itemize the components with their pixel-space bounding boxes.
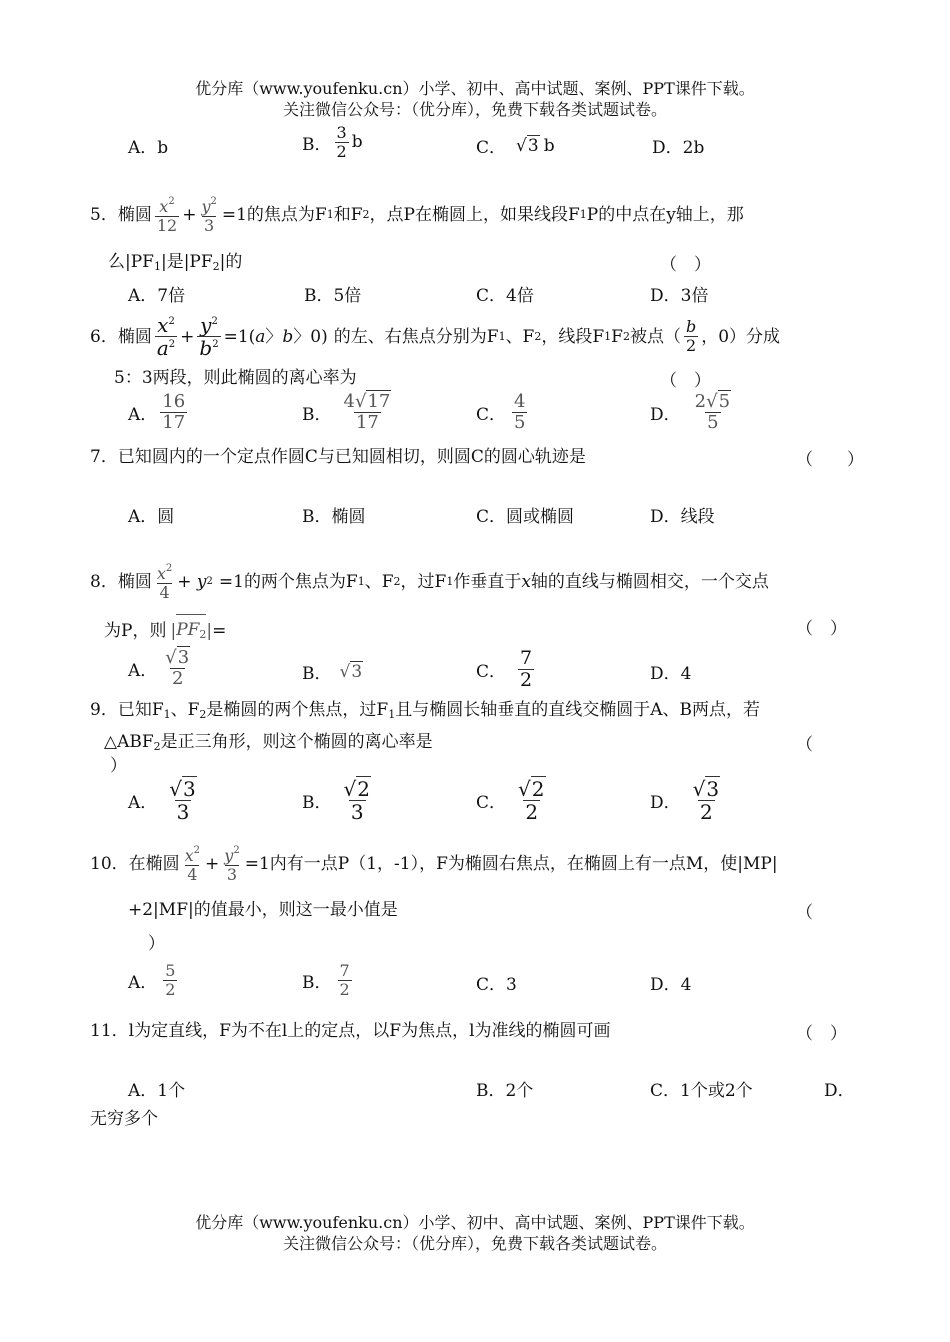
exp: 2 xyxy=(206,576,213,588)
den: 3 xyxy=(176,800,190,824)
label: B． xyxy=(302,664,332,684)
suffix: b xyxy=(351,132,363,153)
label: B． xyxy=(302,793,332,813)
q10-option-a xyxy=(128,962,180,998)
q7-line-1: 7．已知圆内的一个定点作圆C与已知圆相切，则圆C的圆心轨迹是 xyxy=(90,447,586,467)
t: 被点（ xyxy=(629,326,681,347)
s: 1 xyxy=(604,329,612,343)
q6-option-b xyxy=(302,392,396,433)
var: x xyxy=(184,846,194,865)
exp: 2 xyxy=(233,845,240,856)
label: A． xyxy=(128,972,158,993)
fraction xyxy=(691,778,722,823)
fraction xyxy=(693,392,733,433)
fraction xyxy=(342,392,394,433)
num: 7 xyxy=(520,647,533,669)
num: 10．在椭圆 xyxy=(90,854,180,875)
q5-line-2 xyxy=(108,250,242,279)
label: C． xyxy=(476,138,507,158)
label: A． xyxy=(128,404,158,425)
q5-line-1 xyxy=(90,196,744,234)
den: 17 xyxy=(162,411,186,433)
fraction xyxy=(160,392,187,433)
t: 是椭圆的两个焦点，过F xyxy=(206,700,389,720)
q7-option-c: C．圆或椭圆 xyxy=(476,507,575,527)
den: 2 xyxy=(165,979,176,999)
num: 4 xyxy=(514,391,526,412)
q8-option-a xyxy=(128,648,195,689)
radicand: 2 xyxy=(531,777,545,801)
q9-paren-close: ） xyxy=(110,756,127,776)
var: y xyxy=(201,197,211,216)
radicand: 3 xyxy=(183,777,196,801)
q10-paren-open: （ xyxy=(796,903,813,923)
q4-option-a: A．b xyxy=(128,138,169,158)
q6-answer-paren: （ ） xyxy=(660,371,711,391)
s: 1 xyxy=(357,575,365,589)
t: b xyxy=(282,326,294,347)
radicand-value: 3 xyxy=(351,661,363,682)
sqrt-icon: √ xyxy=(706,391,718,412)
q7-answer-paren: （ ） xyxy=(796,450,864,470)
den: 4 xyxy=(187,864,198,884)
s: 2 xyxy=(622,329,630,343)
t: 内有一点P（1，-1），F为椭圆右焦点，在椭圆上有一点M，使|MP| xyxy=(269,854,778,875)
den: 2 xyxy=(520,668,533,691)
plus-y: + y xyxy=(177,572,207,593)
s: 2 xyxy=(199,708,207,721)
q4-option-b xyxy=(302,124,363,160)
fraction-x2-4 xyxy=(183,845,202,883)
fraction xyxy=(163,962,177,998)
q10-option-d: D．4 xyxy=(650,975,692,995)
den: 2 xyxy=(339,979,350,999)
fraction-y2-b2 xyxy=(197,314,220,359)
q10-line-1 xyxy=(90,845,778,883)
var: y xyxy=(224,846,234,865)
q9-option-a xyxy=(128,778,202,823)
q11-option-d-continued: 无穷多个 xyxy=(90,1109,158,1129)
q9-line-1 xyxy=(90,698,760,727)
num: 5．椭圆 xyxy=(90,205,152,226)
q8-option-d: D．4 xyxy=(650,664,692,684)
q6-option-c xyxy=(476,392,530,433)
var: x xyxy=(156,564,166,583)
exp: 2 xyxy=(212,339,219,350)
vec: PF xyxy=(176,620,200,640)
label: A． xyxy=(128,660,158,681)
exp: 2 xyxy=(193,845,201,856)
radicand: 3 xyxy=(706,777,720,801)
s: 1 xyxy=(326,208,334,222)
q9-option-d xyxy=(650,778,725,823)
den: 3 xyxy=(350,800,364,824)
t: △ABF xyxy=(104,732,154,752)
plus: + xyxy=(205,854,220,875)
t: 且与椭圆长轴垂直的直线交椭圆于A、B两点，若 xyxy=(395,700,760,720)
t: 〉0) xyxy=(293,326,328,347)
sqrt-icon: √ xyxy=(518,777,531,801)
den: 2 xyxy=(336,141,347,161)
var: b xyxy=(199,336,213,360)
q8-line-2 xyxy=(104,614,226,647)
sqrt-icon: √ xyxy=(692,777,706,801)
s: 1 xyxy=(579,208,587,222)
t: ，过F xyxy=(400,572,447,593)
den: 3 xyxy=(204,215,215,235)
eq: =1 xyxy=(244,854,270,875)
q7-option-b: B．椭圆 xyxy=(302,507,366,527)
den: 2 xyxy=(172,667,184,689)
fraction xyxy=(335,124,349,160)
fraction xyxy=(512,392,527,433)
radicand: 2 xyxy=(357,777,370,801)
s: 1 xyxy=(163,708,171,721)
vector-pf2 xyxy=(176,614,206,647)
q11-line-1: 11．l为定直线，F为不在l上的定点，以F为焦点，l为准线的椭圆可画 xyxy=(90,1021,611,1041)
abs-bar: | xyxy=(206,620,213,641)
radicand: 17 xyxy=(367,391,391,412)
radicand-value: 3 xyxy=(527,135,539,156)
radicand xyxy=(350,662,363,682)
den: 5 xyxy=(514,411,526,433)
den: 5 xyxy=(707,411,719,433)
sqrt-icon: √ xyxy=(354,391,367,412)
radicand: 5 xyxy=(718,391,731,412)
den: 2 xyxy=(700,800,713,824)
label: A． xyxy=(128,793,158,813)
den: 17 xyxy=(355,411,379,433)
q5-answer-paren: （ ） xyxy=(660,255,711,275)
t: 9．已知F xyxy=(90,700,164,720)
num: 8．椭圆 xyxy=(90,572,152,593)
q9-line-2 xyxy=(104,730,433,759)
abs-bar: | xyxy=(170,620,177,641)
t: 的焦点为F xyxy=(246,205,327,226)
label: C． xyxy=(476,793,507,813)
radicand xyxy=(527,136,540,156)
header-line-1: 优分库（www.youfenku.cn）小学、初中、高中试题、案例、PPT课件下载。 xyxy=(195,79,755,98)
num: 7 xyxy=(339,961,350,980)
var: x xyxy=(159,197,169,216)
q4-option-c xyxy=(476,133,555,158)
var: a xyxy=(156,336,169,360)
den: 4 xyxy=(159,582,170,602)
q8-option-c xyxy=(476,648,537,691)
vector-arrow-icon xyxy=(176,614,206,615)
q6-option-a xyxy=(128,392,190,433)
fraction-b-2 xyxy=(684,318,698,354)
t: ，0）分成 xyxy=(701,326,781,347)
t: 是正三角形，则这个椭圆的离心率是 xyxy=(160,732,433,752)
q5-option-c: C．4倍 xyxy=(476,286,534,306)
exp: 2 xyxy=(210,196,217,207)
num: 6．椭圆 xyxy=(90,326,152,347)
s: 1 xyxy=(153,260,161,273)
q10-option-b xyxy=(302,962,355,998)
den: 3 xyxy=(226,864,238,884)
num: 5 xyxy=(165,961,176,980)
eq: =1 xyxy=(218,572,244,593)
fraction-x2-12 xyxy=(155,196,179,234)
q6-option-d xyxy=(650,392,736,433)
t: |是|PF xyxy=(160,252,213,272)
s: 1 xyxy=(388,708,396,721)
q6-line-2: 5：3两段，则此椭圆的离心率为 xyxy=(114,368,357,388)
t: a xyxy=(255,326,266,347)
exp: 2 xyxy=(168,339,176,350)
fraction-y2-3 xyxy=(222,845,241,883)
label: B． xyxy=(302,972,332,993)
q4-option-d: D．2b xyxy=(652,138,705,158)
fraction-y2-3 xyxy=(199,196,218,234)
footer-line-1: 优分库（www.youfenku.cn）小学、初中、高中试题、案例、PPT课件下载。 xyxy=(195,1213,755,1232)
t: = xyxy=(212,620,227,641)
sqrt-icon: √ xyxy=(165,647,177,668)
q9-option-c xyxy=(476,778,551,823)
s: 2 xyxy=(534,329,542,343)
label: C． xyxy=(476,404,507,425)
sqrt-icon: √ xyxy=(516,135,527,156)
t: ，线段F xyxy=(541,326,605,347)
t: 轴的直线与椭圆相交，一个交点 xyxy=(530,572,769,593)
s: 2 xyxy=(212,260,220,273)
t: =1( xyxy=(223,326,256,347)
t: 和F xyxy=(333,205,363,226)
s: 2 xyxy=(362,208,370,222)
footer-line-2: 关注微信公众号：（优分库），免费下载各类试题试卷。 xyxy=(282,1234,667,1253)
fraction xyxy=(338,962,352,998)
exp: 2 xyxy=(165,563,173,574)
q5-option-b: B．5倍 xyxy=(304,286,362,306)
plus: + xyxy=(182,205,197,226)
q11-answer-paren: （ ） xyxy=(796,1024,847,1044)
t: F xyxy=(611,326,623,347)
fraction xyxy=(167,778,198,823)
t: 的左、右焦点分别为F xyxy=(333,326,499,347)
t: 、F xyxy=(170,700,200,720)
fraction xyxy=(342,778,373,823)
suffix: b xyxy=(543,135,555,156)
label: B． xyxy=(302,134,332,155)
t: 〉 xyxy=(265,326,283,347)
q11-option-c: C．1个或2个 xyxy=(650,1081,753,1101)
q8-option-b xyxy=(302,659,363,684)
num: b xyxy=(685,317,697,337)
q9-option-b xyxy=(302,778,376,823)
exp: 2 xyxy=(168,196,175,207)
exp: 2 xyxy=(211,316,218,327)
s: 2 xyxy=(393,575,401,589)
q11-option-d: D． xyxy=(824,1081,855,1101)
sqrt-icon: √ xyxy=(169,777,183,801)
var: x xyxy=(157,313,169,337)
q11-option-b: B．2个 xyxy=(476,1081,534,1101)
t: x xyxy=(521,572,531,593)
q10-line-2: +2|MF|的值最小，则这一最小值是 xyxy=(128,900,398,920)
label: D． xyxy=(650,404,681,425)
q7-option-a: A．圆 xyxy=(128,507,175,527)
t: 的两个焦点为F xyxy=(243,572,358,593)
q8-line-1 xyxy=(90,563,769,601)
sqrt-icon: √ xyxy=(343,777,357,801)
header-line-2: 关注微信公众号：（优分库），免费下载各类试题试卷。 xyxy=(282,100,667,119)
den: 2 xyxy=(685,336,697,355)
t: 么|PF xyxy=(108,252,154,272)
sqrt-icon: √ xyxy=(339,661,351,682)
q5-option-d: D．3倍 xyxy=(650,286,709,306)
exp: 2 xyxy=(168,316,175,327)
t: 作垂直于 xyxy=(453,572,522,593)
q10-paren-close: ） xyxy=(148,934,165,954)
q5-option-a: A．7倍 xyxy=(128,286,186,306)
s: 2 xyxy=(153,740,161,753)
s: 1 xyxy=(498,329,506,343)
fraction xyxy=(516,778,547,823)
q7-option-d: D．线段 xyxy=(650,507,715,527)
label: D． xyxy=(650,793,681,813)
label: B． xyxy=(302,404,332,425)
t: P的中点在y轴上，那 xyxy=(586,205,744,226)
fraction xyxy=(163,648,192,689)
eq: =1 xyxy=(221,205,247,226)
s: 2 xyxy=(199,628,207,641)
t: 、F xyxy=(505,326,535,347)
q8-answer-paren: （ ） xyxy=(796,619,847,639)
t: 为P，则 xyxy=(104,620,167,641)
t: |的 xyxy=(219,252,243,272)
radicand: 3 xyxy=(177,647,190,668)
num: 16 xyxy=(162,391,186,412)
den: 2 xyxy=(525,800,539,824)
t: ，点P在椭圆上，如果线段F xyxy=(369,205,580,226)
var: y xyxy=(200,313,212,337)
q6-line-1 xyxy=(90,314,780,359)
fraction-x2-a2 xyxy=(155,314,177,359)
fraction-x2-4 xyxy=(155,563,174,601)
t: 、F xyxy=(364,572,394,593)
num: 3 xyxy=(336,123,347,142)
fraction xyxy=(518,648,534,691)
coef: 4 xyxy=(343,391,355,412)
q10-option-c: C．3 xyxy=(476,975,517,995)
q9-paren-open: （ xyxy=(796,735,813,755)
coef: 2 xyxy=(694,391,707,412)
q11-option-a: A．1个 xyxy=(128,1081,186,1101)
s: 1 xyxy=(446,575,454,589)
label: C． xyxy=(476,661,507,682)
plus: + xyxy=(180,326,195,347)
den: 12 xyxy=(156,215,178,235)
